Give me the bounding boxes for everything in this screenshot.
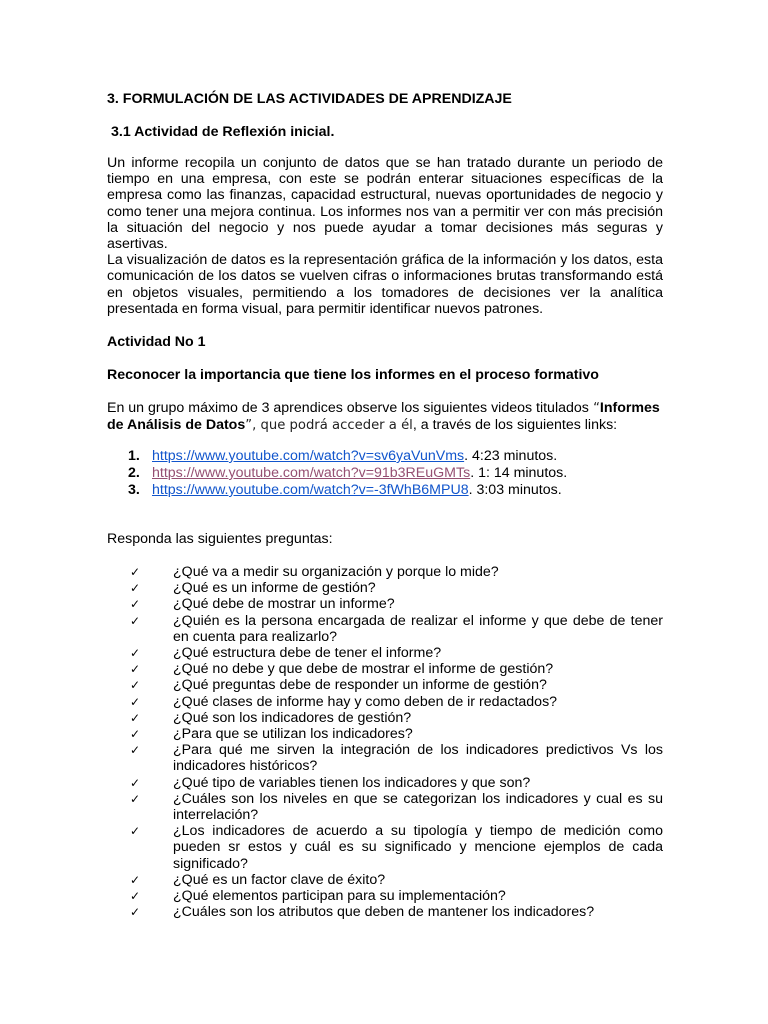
checkmark-icon: ✓: [130, 743, 141, 758]
video-link-1[interactable]: https://www.youtube.com/watch?v=sv6yaVunVms: [152, 448, 465, 464]
group-instructions: [107, 400, 663, 434]
list-number: 3.: [128, 482, 140, 498]
group-text-part4: , a través de los siguientes links:: [412, 417, 618, 434]
activity-subtitle: Reconocer la importancia que tiene los informes en el proceso formativo: [107, 367, 599, 383]
video-link-2[interactable]: https://www.youtube.com/watch?v=91b3REuGMTs: [152, 465, 471, 481]
checkmark-icon: ✓: [130, 646, 141, 661]
questions-intro: Responda las siguientes preguntas:: [107, 531, 333, 547]
checkmark-icon: ✓: [130, 791, 141, 806]
question-text: ¿Los indicadores de acuerdo a su tipología y tiempo de medición como pueden sr estos y cuál es su significado y mencione ejemplos de cada significado?: [173, 823, 663, 872]
question-text: ¿Para qué me sirven la integración de los indicadores predictivos Vs los indicadores históricos?: [173, 742, 663, 775]
video-link-item: [107, 465, 663, 482]
question-text: ¿Cuáles son los niveles en que se categorizan los indicadores y cual es su interrelación?: [173, 790, 663, 824]
question-item: [107, 791, 663, 823]
checkmark-icon: ✓: [130, 565, 141, 579]
questions-list: [107, 564, 663, 920]
question-text: ¿Quién es la persona encargada de realizar el informe y que debe de tener en cuenta para realizarlo?: [173, 612, 663, 645]
video-duration: . 1: 14 minutos.: [470, 465, 568, 481]
checkmark-icon: ✓: [130, 905, 141, 920]
checkmark-icon: ✓: [130, 597, 141, 612]
checkmark-icon: ✓: [130, 727, 141, 742]
question-item: [107, 742, 663, 774]
question-text: ¿Qué debe de mostrar un informe?: [173, 596, 395, 613]
checkmark-icon: ✓: [130, 889, 141, 904]
question-item: [107, 580, 663, 596]
intro-text: [107, 155, 663, 317]
question-item: [107, 645, 663, 661]
video-duration: . 4:23 minutos.: [464, 448, 558, 464]
video-duration: . 3:03 minutos.: [468, 482, 562, 498]
question-text: ¿Qué estructura debe de tener el informe?: [173, 645, 442, 662]
checkmark-icon: ✓: [130, 872, 141, 887]
video-series-title: Informes de Análisis de Datos: [107, 400, 660, 434]
video-links-list: [107, 448, 663, 499]
question-text: ¿Qué clases de informe hay y como deben de ir redactados?: [173, 693, 558, 710]
question-item: [107, 694, 663, 710]
question-item: [107, 888, 663, 904]
question-text: ¿Qué es un factor clave de éxito?: [173, 871, 386, 888]
subsection-title: 3.1 Actividad de Reflexión inicial.: [111, 124, 335, 140]
group-text-part1: En un grupo máximo de 3 aprendices observe los siguientes videos titulados: [107, 400, 589, 416]
question-item: [107, 710, 663, 726]
question-item: [107, 596, 663, 612]
question-item: [107, 775, 663, 791]
question-text: ¿Qué no debe y que debe de mostrar el informe de gestión?: [173, 661, 554, 678]
checkmark-icon: ✓: [130, 662, 141, 677]
question-text: ¿Qué elementos participan para su implementación?: [173, 888, 506, 905]
group-text-quote-open: “: [588, 401, 600, 416]
question-text: ¿Qué son los indicadores de gestión?: [173, 709, 412, 726]
question-text: ¿Qué va a medir su organización y porque lo mide?: [173, 564, 499, 580]
question-text: ¿Para que se utilizan los indicadores?: [173, 726, 413, 743]
checkmark-icon: ✓: [130, 678, 141, 693]
checkmark-icon: ✓: [130, 581, 141, 596]
list-number: 1.: [128, 448, 140, 464]
video-link-item: [107, 482, 663, 499]
list-number: 2.: [128, 465, 140, 481]
question-item: [107, 904, 663, 920]
group-text-part3: ”, que podrá acceder a él: [245, 418, 413, 434]
question-item: [107, 564, 663, 580]
question-text: ¿Cuáles son los atributos que deben de mantener los indicadores?: [173, 904, 595, 921]
question-text: ¿Qué preguntas debe de responder un informe de gestión?: [173, 677, 547, 694]
section-title: 3. FORMULACIÓN DE LAS ACTIVIDADES DE APRENDIZAJE: [107, 91, 512, 107]
question-item: [107, 677, 663, 693]
question-item: [107, 823, 663, 872]
checkmark-icon: ✓: [130, 613, 141, 628]
question-item: [107, 726, 663, 742]
video-link-3[interactable]: https://www.youtube.com/watch?v=-3fWhB6MPU8: [152, 482, 469, 498]
intro-paragraph-1: Un informe recopila un conjunto de datos que se han tratado durante un periodo de tiempo en una empresa, con este se podrán enterar situaciones específicas de la empresa como las finanzas, capacidad estructural, nuevas oportunidades de negocio y como tener una mejora continua. Los informes nos van a permitir ver con más precisión la situación del negocio y nos puede ayudar a tomar decisiones más seguras y asertivas.: [107, 155, 663, 253]
activity-title: Actividad No 1: [107, 334, 206, 350]
question-item: [107, 661, 663, 677]
question-text: ¿Qué es un informe de gestión?: [173, 580, 376, 597]
checkmark-icon: ✓: [130, 694, 141, 709]
checkmark-icon: ✓: [130, 710, 141, 725]
question-item: [107, 613, 663, 645]
intro-paragraph-2: La visualización de datos es la representación gráfica de la información y los datos, esta comunicación de los datos se vuelven cifras o informaciones brutas transformando está en objetos visuales, permitiendo a los tomadores de decisiones ver la analítica presentada en forma visual, para permitir identificar nuevos patrones.: [107, 252, 663, 317]
checkmark-icon: ✓: [130, 824, 141, 839]
question-text: ¿Qué tipo de variables tienen los indicadores y que son?: [173, 774, 531, 791]
video-link-item: [107, 448, 663, 465]
question-item: [107, 872, 663, 888]
checkmark-icon: ✓: [130, 775, 141, 790]
